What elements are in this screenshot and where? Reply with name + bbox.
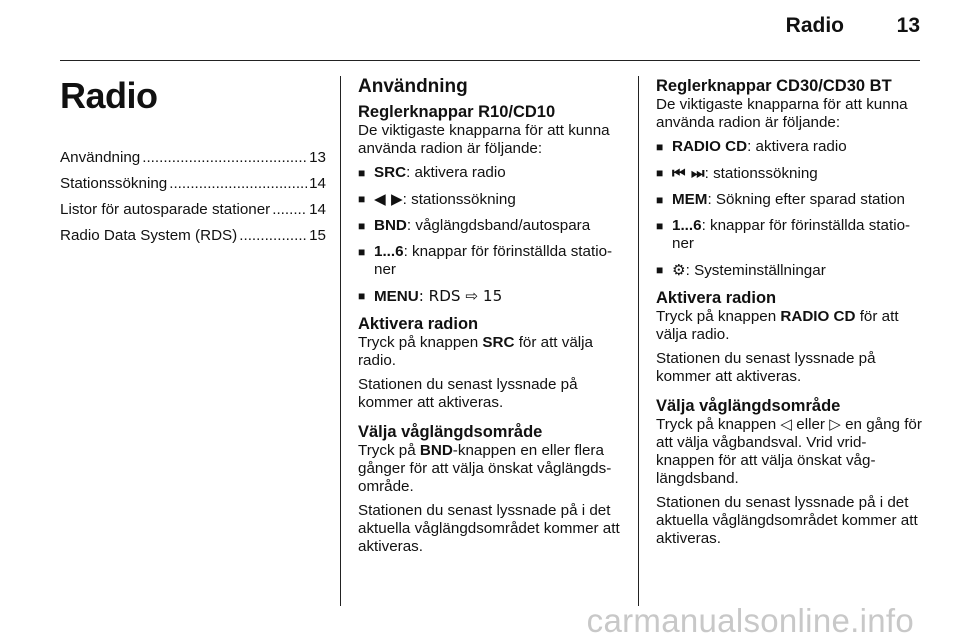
key-label: SRC	[374, 164, 407, 181]
toc-leader	[169, 175, 307, 193]
toc-entry-page: 15	[309, 227, 326, 244]
activate-text: Tryck på knappen RADIO CD för att välja radio.	[656, 308, 899, 343]
list-item: ■ 1...6: knappar för förinställda statio-ner	[656, 217, 922, 253]
key-label: RADIO CD	[672, 138, 748, 155]
subheading-activate: Aktivera radion	[656, 289, 777, 307]
key-label: 1...6	[672, 217, 702, 234]
settings-icon: ⚙	[672, 261, 686, 279]
list-item: ■ ⚙: Systeminställningar	[656, 261, 922, 280]
last-station-text: Stationen du senast lyssnade på kommer att aktiveras.	[656, 350, 876, 385]
list-item: ■ RADIO CD: aktivera radio	[656, 138, 922, 156]
section-title: Radio	[785, 14, 844, 37]
column-divider-2	[638, 76, 639, 606]
band-last-text: Stationen du senast lyssnade på i det aktuella våglängdsområdet kommer att aktiveras.	[656, 494, 918, 547]
list-item: ■ MENU: RDS ⇨ 15	[358, 287, 626, 306]
toc-entry[interactable]	[60, 227, 326, 245]
column-usage-cd30	[656, 76, 922, 558]
toc-entry-title: Användning	[60, 149, 141, 166]
list-item: ■ 1...6: knappar för förinställda statio-ner	[358, 243, 626, 279]
toc-entry[interactable]	[60, 201, 326, 219]
band-text: Tryck på knappen ◁ eller ▷ en gång för att välja vågbandsval. Vrid vrid-knappen för att välja önskat våg-längdsband.	[656, 416, 922, 487]
toc-leader	[272, 201, 307, 219]
list-item: ■ ◀ ▶: stationssökning	[358, 190, 626, 209]
watermark: carmanualsonline.info	[586, 602, 914, 639]
subheading-controls-cd30: Reglerknappar CD30/CD30 BT	[656, 77, 892, 95]
table-of-contents	[60, 149, 326, 245]
key-label: MENU	[374, 288, 419, 305]
toc-leader	[239, 227, 307, 245]
controls-list	[656, 138, 922, 280]
controls-intro: De viktigaste knapparna för att kunna använda radion är följande:	[656, 96, 908, 131]
subheading-band: Välja våglängdsområde	[358, 423, 543, 441]
key-label: 1...6	[374, 243, 404, 260]
activate-text: Tryck på knappen SRC för att välja radio.	[358, 334, 593, 369]
band-select-block	[656, 396, 922, 548]
seek-keys-icon: ⏮ ⏭	[672, 164, 705, 182]
header-rule	[60, 60, 920, 61]
list-item: ■ MEM: Sökning efter sparad station	[656, 191, 922, 209]
toc-entry[interactable]	[60, 149, 326, 167]
page-number: 13	[896, 14, 920, 37]
section-heading: Användning	[358, 76, 468, 97]
arrow-keys-icon: ◀ ▶	[374, 190, 403, 208]
toc-leader	[142, 149, 307, 167]
column-usage-r10	[358, 76, 626, 566]
toc-entry-page: 14	[309, 175, 326, 192]
toc-entry-page: 14	[309, 201, 326, 218]
subheading-activate: Aktivera radion	[358, 315, 479, 333]
toc-entry-title: Stationssökning	[60, 175, 168, 192]
column-toc	[60, 76, 326, 253]
band-text: Tryck på BND-knappen en eller flera gånger för att välja önskat våglängds-område.	[358, 442, 612, 495]
activate-radio-block	[358, 314, 626, 412]
page-header	[620, 14, 920, 44]
list-item: ■ SRC: aktivera radio	[358, 164, 626, 182]
key-label: BND	[374, 217, 407, 234]
toc-entry-page: 13	[309, 149, 326, 166]
subheading-band: Välja våglängdsområde	[656, 397, 841, 415]
toc-entry-title: Radio Data System (RDS)	[60, 227, 238, 244]
activate-radio-block	[656, 288, 922, 386]
key-label: MEM	[672, 191, 708, 208]
band-select-block	[358, 422, 626, 556]
list-item: ■ ⏮ ⏭: stationssökning	[656, 164, 922, 183]
list-item: ■ BND: våglängdsband/autospara	[358, 217, 626, 235]
subheading-controls-r10: Reglerknappar R10/CD10	[358, 103, 556, 121]
controls-intro: De viktigaste knapparna för att kunna använda radion är följande:	[358, 122, 610, 157]
controls-list	[358, 164, 626, 306]
toc-entry[interactable]	[60, 175, 326, 193]
column-divider-1	[340, 76, 341, 606]
chapter-title: Radio	[60, 75, 158, 116]
last-station-text: Stationen du senast lyssnade på kommer att aktiveras.	[358, 376, 578, 411]
toc-entry-title: Listor för autosparade stationer	[60, 201, 271, 218]
band-last-text: Stationen du senast lyssnade på i det aktuella våglängdsområdet kommer att aktiveras.	[358, 502, 620, 555]
